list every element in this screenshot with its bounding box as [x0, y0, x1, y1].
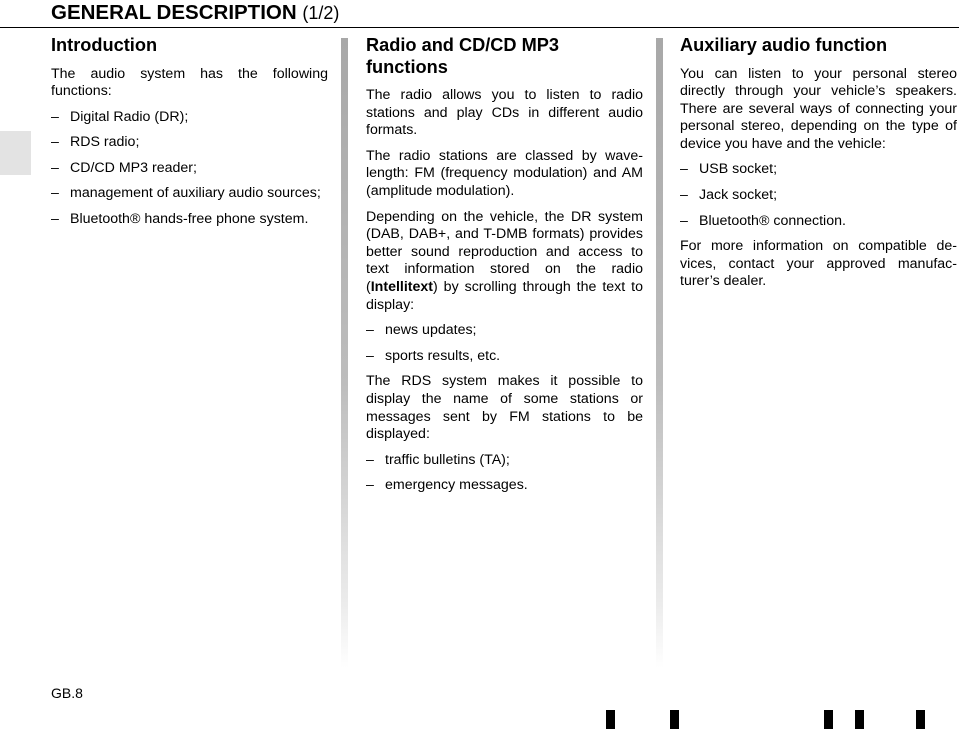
list-item-text: sports results, etc.	[385, 347, 501, 364]
auxiliary-paragraph-2: For more information on compatible devices, contact your approved manufacturer’s dealer.	[680, 238, 957, 290]
rds-list	[366, 452, 643, 495]
radio-paragraph-2: The radio stations are classed by wavelength: FM (frequency modulation) and AM (amplitude modulation).	[366, 147, 643, 199]
page-title-text: GENERAL DESCRIPTION	[51, 1, 297, 24]
list-item-text: USB socket;	[699, 161, 778, 178]
auxiliary-paragraph-1: You can listen to your personal stereo directly through your vehicle’s speakers. There are several ways of connecting your personal stereo, depending on the type of device you have and the vehicle:	[680, 65, 957, 152]
registration-mark	[916, 710, 925, 729]
registration-mark	[855, 710, 864, 729]
page-title	[51, 1, 339, 25]
list-item	[51, 211, 328, 229]
radio-paragraph-3-start: Depending on the vehicle, the DR system (DAB, DAB+, and T-DMB formats) provides better sound reproduction and access to text information stored on the radio (	[366, 208, 643, 295]
registration-mark	[606, 710, 615, 729]
radio-paragraph-1: The radio allows you to listen to radio stations and play CDs in different audio formats.	[366, 87, 643, 139]
chapter-side-tab	[0, 131, 31, 175]
list-item-text: Digital Radio (DR);	[70, 108, 189, 125]
dash-bullet: –	[51, 211, 59, 228]
list-item-text: management of auxiliary audio sources;	[70, 185, 321, 202]
connection-list	[680, 161, 957, 230]
list-item	[51, 160, 328, 178]
radio-paragraph-3-end: ) by scrolling through the text to display:	[366, 278, 643, 313]
column-divider	[341, 38, 348, 668]
introduction-heading: Introduction	[51, 35, 158, 55]
list-item	[680, 187, 957, 205]
list-item	[680, 161, 957, 179]
dash-bullet: –	[51, 134, 59, 151]
column-divider	[656, 38, 663, 668]
list-item-text: news updates;	[385, 322, 477, 339]
list-item	[366, 477, 643, 495]
radio-heading: Radio and CD/CD MP3 functions	[366, 35, 560, 77]
auxiliary-heading: Auxiliary audio function	[680, 35, 888, 55]
page-header	[0, 0, 959, 28]
dash-bullet: –	[366, 322, 374, 339]
registration-mark	[670, 710, 679, 729]
dash-bullet: –	[366, 347, 374, 364]
list-item	[366, 348, 643, 366]
page-title-part: (1/2)	[302, 3, 340, 23]
list-item-text: Bluetooth® hands-free phone system.	[70, 211, 309, 228]
list-item-text: CD/CD MP3 reader;	[70, 159, 197, 176]
dash-bullet: –	[51, 108, 59, 125]
dash-bullet: –	[366, 451, 374, 468]
dash-bullet: –	[51, 185, 59, 202]
dash-bullet: –	[680, 187, 688, 204]
list-item-text: traffic bulletins (TA);	[385, 451, 510, 468]
list-item-text: Jack socket;	[699, 187, 778, 204]
list-item	[366, 322, 643, 340]
radio-paragraph-3	[366, 209, 643, 315]
dash-bullet: –	[680, 161, 688, 178]
list-item	[366, 452, 643, 470]
list-item-text: Bluetooth® connection.	[699, 212, 846, 229]
dash-bullet: –	[51, 159, 59, 176]
radio-column	[366, 35, 643, 503]
registration-mark	[824, 710, 833, 729]
dash-bullet: –	[680, 212, 688, 229]
list-item-text: emergency messages.	[385, 477, 528, 494]
auxiliary-column	[680, 35, 957, 299]
list-item	[51, 109, 328, 127]
list-item	[51, 185, 328, 203]
display-list	[366, 322, 643, 365]
intellitext-term: Intellitext	[370, 278, 434, 295]
list-item-text: RDS radio;	[70, 134, 140, 151]
page-number: GB.8	[51, 685, 83, 701]
introduction-text: The audio system has the following functions:	[51, 65, 328, 100]
introduction-column	[51, 35, 328, 237]
list-item	[680, 213, 957, 231]
dash-bullet: –	[366, 477, 374, 494]
functions-list	[51, 109, 328, 229]
radio-paragraph-4: The RDS system makes it possible to display the name of some stations or messages sent by FM stations to be displayed:	[366, 373, 643, 443]
list-item	[51, 134, 328, 152]
